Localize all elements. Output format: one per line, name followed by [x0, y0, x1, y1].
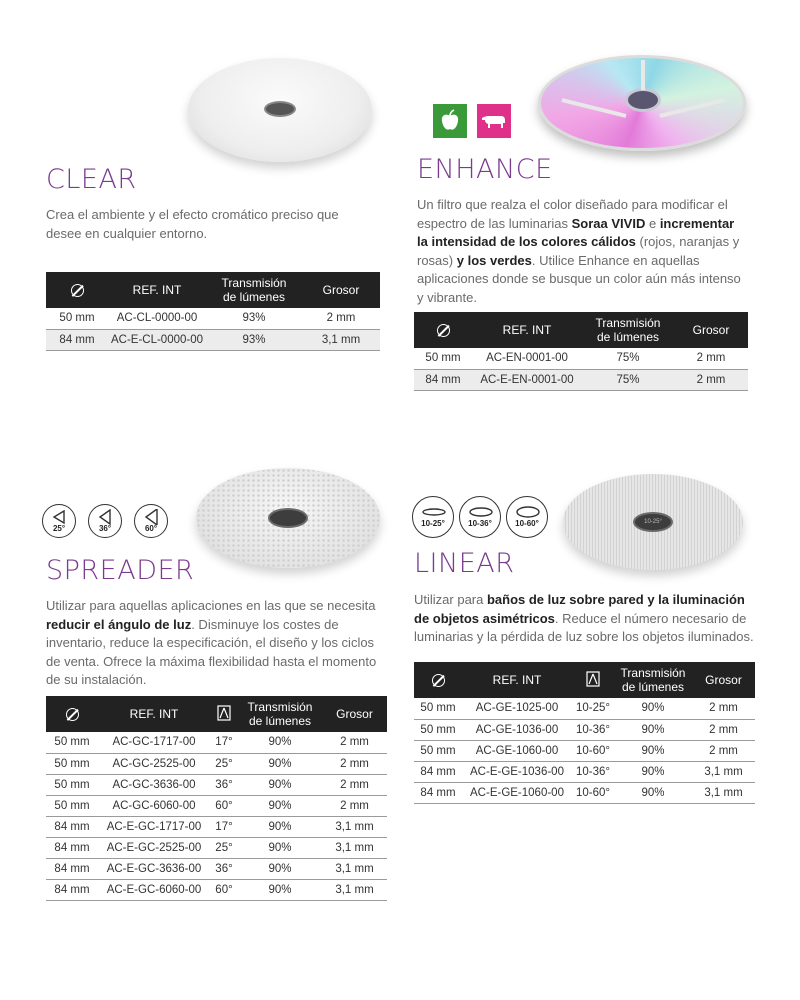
angle-60-badge: 60°: [134, 504, 168, 538]
clear-spec-table: [46, 272, 380, 351]
beam-spread-icon: [586, 671, 600, 687]
thickness-header: Grosor: [705, 673, 742, 687]
linear-description: Utilizar para baños de luz sobre pared y la iluminación de objetos asimétricos. Reduce el número necesario de luminarias y la pérdida de luz sobre los objetos iluminados.: [414, 592, 754, 644]
spreader-description: Utilizar para aquellas aplicaciones en las que se necesita reducir el ángulo de luz. Disminuye los costes de inventario, reduce la especificación, el diseño y los ciclos de venta. Ofrece la máxima flexibilidad hasta el momento de su instalación.: [46, 598, 377, 687]
linear-disc-label: 10-25°: [633, 512, 673, 532]
diameter-header: [46, 272, 108, 308]
linear-spec-table: [414, 662, 755, 804]
enhance-lens-image: [538, 55, 746, 151]
thickness-header: Grosor: [692, 323, 730, 337]
table-row: 50 mm AC-EN-0001-00 75% 2 mm: [414, 348, 748, 369]
ref-header: REF. INT: [492, 673, 542, 687]
linear-10-60-badge: 10-60°: [506, 496, 548, 538]
diameter-header: [414, 312, 472, 348]
beam-angle-icon: [142, 509, 162, 525]
enhance-spec-table: [414, 312, 748, 391]
linear-beam-icon: [421, 506, 447, 518]
table-row: 84 mm AC-E-GC-3636-00 36° 90% 3,1 mm: [46, 858, 387, 879]
table-row: 84 mm AC-E-EN-0001-00 75% 2 mm: [414, 369, 748, 390]
spreader-spec-table: [46, 696, 387, 901]
table-row: 50 mm AC-GC-1717-00 17° 90% 2 mm: [46, 732, 387, 753]
angle-header: [572, 662, 614, 698]
diameter-header: [414, 662, 462, 698]
diameter-header: [46, 696, 98, 732]
diameter-icon: [66, 708, 79, 721]
enhance-title: ENHANCE: [417, 154, 553, 185]
table-row: 84 mm AC-E-GE-1036-00 10-36° 90% 3,1 mm: [414, 761, 755, 782]
table-row: 84 mm AC-E-CL-0000-00 93% 3,1 mm: [46, 329, 380, 350]
spreader-lens-image: [196, 468, 380, 568]
transmission-header: Transmisión de lúmenes: [595, 316, 661, 344]
table-row: 50 mm AC-GE-1036-00 10-36° 90% 2 mm: [414, 719, 755, 740]
table-row: 84 mm AC-E-GC-2525-00 25° 90% 3,1 mm: [46, 837, 387, 858]
linear-title: LINEAR: [414, 548, 515, 579]
ref-header: REF. INT: [132, 283, 182, 297]
table-row: 84 mm AC-E-GC-1717-00 17° 90% 3,1 mm: [46, 816, 387, 837]
ref-header: REF. INT: [129, 707, 179, 721]
thickness-header: Grosor: [322, 283, 360, 297]
apple-icon: [433, 104, 467, 138]
table-row: 50 mm AC-GC-2525-00 25° 90% 2 mm: [46, 753, 387, 774]
diameter-icon: [432, 674, 445, 687]
table-row: 50 mm AC-CL-0000-00 93% 2 mm: [46, 308, 380, 329]
angle-36-badge: 36°: [88, 504, 122, 538]
table-row: 50 mm AC-GE-1060-00 10-60° 90% 2 mm: [414, 740, 755, 761]
angle-header: [210, 696, 238, 732]
transmission-header: Transmisión de lúmenes: [620, 666, 686, 694]
beam-angle-icon: [96, 509, 116, 525]
table-row: 84 mm AC-E-GC-6060-00 60° 90% 3,1 mm: [46, 879, 387, 900]
diameter-icon: [437, 324, 450, 337]
linear-10-25-badge: 10-25°: [412, 496, 454, 538]
ref-header: REF. INT: [502, 323, 552, 337]
table-row: 50 mm AC-GC-6060-00 60° 90% 2 mm: [46, 795, 387, 816]
beam-angle-icon: [50, 509, 70, 525]
transmission-header: Transmisión de lúmenes: [247, 700, 313, 728]
linear-beam-icon: [515, 506, 541, 518]
cow-icon: [477, 104, 511, 138]
angle-25-badge: 25°: [42, 504, 76, 538]
beam-spread-icon: [217, 705, 231, 721]
enhance-description: Un filtro que realza el color diseñado para modificar el espectro de las luminarias Soraa VIVID e incrementar la intensidad de los colores cálidos (rojos, naranjas y rosas) y los verdes. Utilice Enhance en aquellas aplicaciones donde se busque un color aún más intenso y vibrante.: [417, 197, 741, 305]
table-row: 50 mm AC-GE-1025-00 10-25° 90% 2 mm: [414, 698, 755, 719]
linear-10-36-badge: 10-36°: [459, 496, 501, 538]
table-row: 50 mm AC-GC-3636-00 36° 90% 2 mm: [46, 774, 387, 795]
clear-title: CLEAR: [46, 164, 137, 195]
table-row: 84 mm AC-E-GE-1060-00 10-60° 90% 3,1 mm: [414, 782, 755, 803]
clear-description: Crea el ambiente y el efecto cromático preciso que desee en cualquier entorno.: [46, 207, 339, 241]
thickness-header: Grosor: [336, 707, 373, 721]
clear-lens-image: [188, 58, 372, 162]
diameter-icon: [71, 284, 84, 297]
transmission-header: Transmisión de lúmenes: [221, 276, 287, 304]
linear-beam-icon: [468, 506, 494, 518]
linear-lens-image: [563, 474, 743, 570]
spreader-title: SPREADER: [46, 555, 195, 586]
